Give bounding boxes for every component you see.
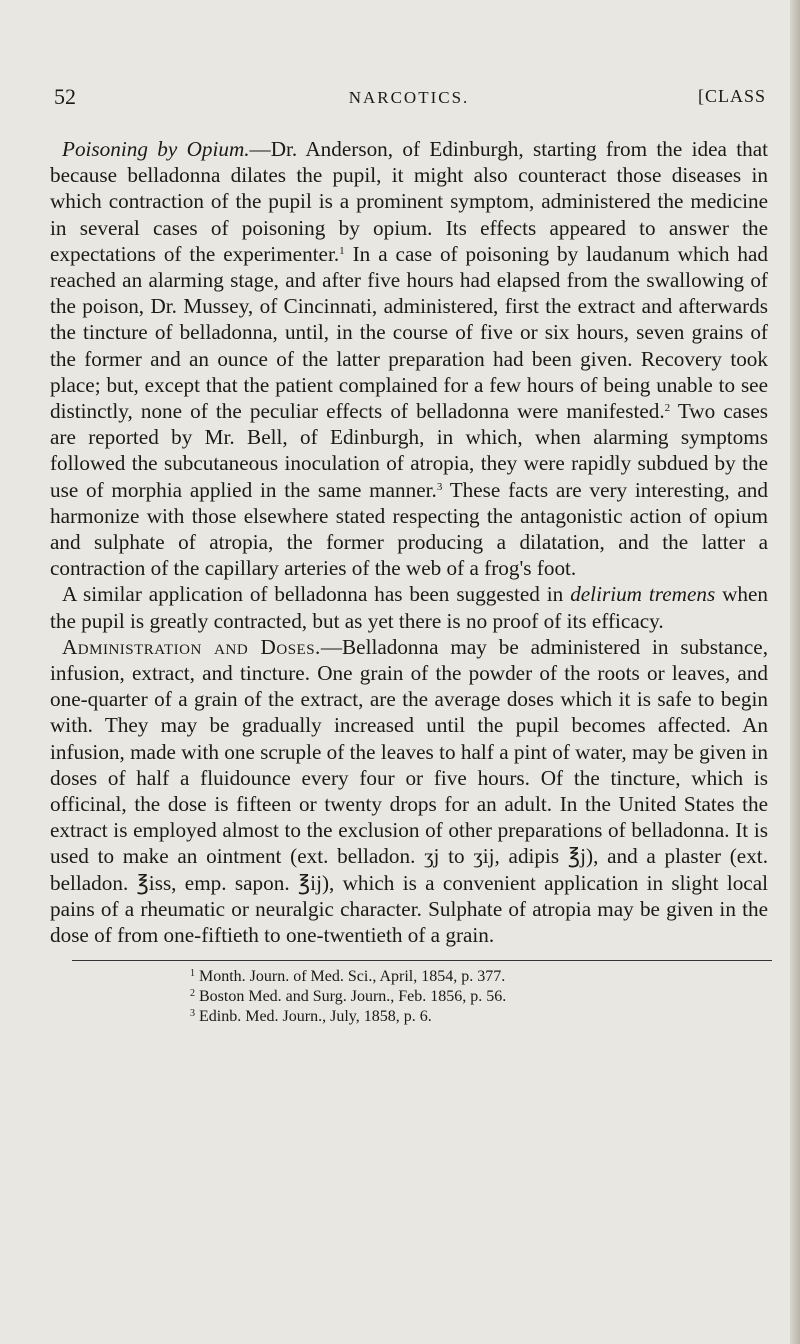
paragraph-text: Two cases are reported by Mr. Bell, of Edinburgh, in which, when alarming symptoms followed the subcutaneous inoculation of atropia, they were rapidly subdued by the use of morphia applied in the same manner.	[50, 399, 768, 502]
paragraph-text: In a case of poisoning by laudanum which had reached an alarming stage, and after five hours had elapsed from the swallowing of the poison, Dr. Mussey, of Cincinnati, administered, first the extract and afterwards the tincture of belladonna, until, in the course of five or six hours, seven grains of the former and an ounce of the latter preparation had been given. Recovery took place; but, except that the patient complained for a few hours of being unable to see distinctly, none of the peculiar effects of belladonna were manifested.	[50, 241, 768, 424]
italic-term: delirium tremens	[570, 582, 716, 607]
footnote-divider	[72, 960, 772, 961]
footnote-text: Edinb. Med. Journ., July, 1858, p. 6.	[199, 1008, 432, 1026]
paragraph-text: These facts are very interesting, and harmonize with those elsewhere stated respecting the antagonistic action of opium and sulphate of atropia, the former producing a dilatation, and the latter a contraction of the capillary arteries of the web of a frog's foot.	[50, 477, 768, 581]
running-header	[50, 82, 768, 116]
footnote-item	[190, 967, 768, 987]
page-number: 52	[54, 84, 76, 109]
section-lead-italic: Poisoning by Opium.	[62, 137, 250, 161]
footnote-mark: 2	[190, 988, 195, 1000]
footnote-mark: 1	[190, 968, 195, 980]
paragraph-text: A similar application of belladonna has been suggested in	[62, 582, 571, 607]
page-edge-shadow	[790, 0, 800, 1344]
paragraph-opium-poisoning	[50, 136, 768, 581]
section-heading-smallcaps: Administration and Doses.	[62, 634, 321, 659]
footnote-ref: 2	[664, 402, 671, 415]
paragraph-text: when the pupil is greatly contracted, but as yet there is no proof of its efficacy.	[50, 582, 768, 633]
footnote-text: Month. Journ. of Med. Sci., April, 1854, p. 377.	[199, 968, 506, 986]
body-text	[50, 136, 768, 948]
footnotes	[190, 967, 768, 1027]
footnote-ref: 3	[436, 480, 443, 493]
book-page	[50, 82, 768, 1027]
running-title: NARCOTICS.	[348, 88, 470, 107]
footnote-mark: 3	[190, 1008, 195, 1020]
footnote-item	[190, 987, 768, 1007]
paragraph-delirium-tremens	[50, 581, 768, 633]
footnote-ref: 1	[339, 244, 345, 257]
paragraph-administration	[50, 634, 768, 948]
class-mark: [CLASS	[697, 86, 766, 106]
paragraph-text: —Belladonna may be administered in substance, infusion, extract, and tincture. One grain of the powder of the roots or leaves, and one-quarter of a grain of the extract, are the average doses which it is safe to begin with. They may be gradually increased until the pupil becomes affected. An infusion, made with one scruple of the leaves to half a pint of water, may be given in doses of half a fluidounce every four or five hours. Of the tincture, which is officinal, the dose is fifteen or twenty drops for an adult. In the United States the extract is employed almost to the exclusion of other preparations of belladonna. It is used to make an ointment (ext. belladon. ʒj to ʒij, adipis ℥j), and a plaster (ext. belladon. ℥iss, emp. sapon. ℥ij), which is a convenient application in slight local pains of a rheumatic or neuralgic character. Sulphate of atropia may be given in the dose of from one-fiftieth to one-twentieth of a grain.	[50, 634, 768, 948]
footnote-text: Boston Med. and Surg. Journ., Feb. 1856, p. 56.	[199, 988, 507, 1006]
paragraph-text: —Dr. Anderson, of Edinburgh, starting from the idea that because belladonna dilates the pupil, it might also counteract those diseases in which contraction of the pupil is a prominent symptom, administered the medicine in several cases of poisoning by opium. Its effects appeared to answer the expectations of the experimenter.	[50, 137, 768, 266]
footnote-item	[190, 1007, 768, 1027]
